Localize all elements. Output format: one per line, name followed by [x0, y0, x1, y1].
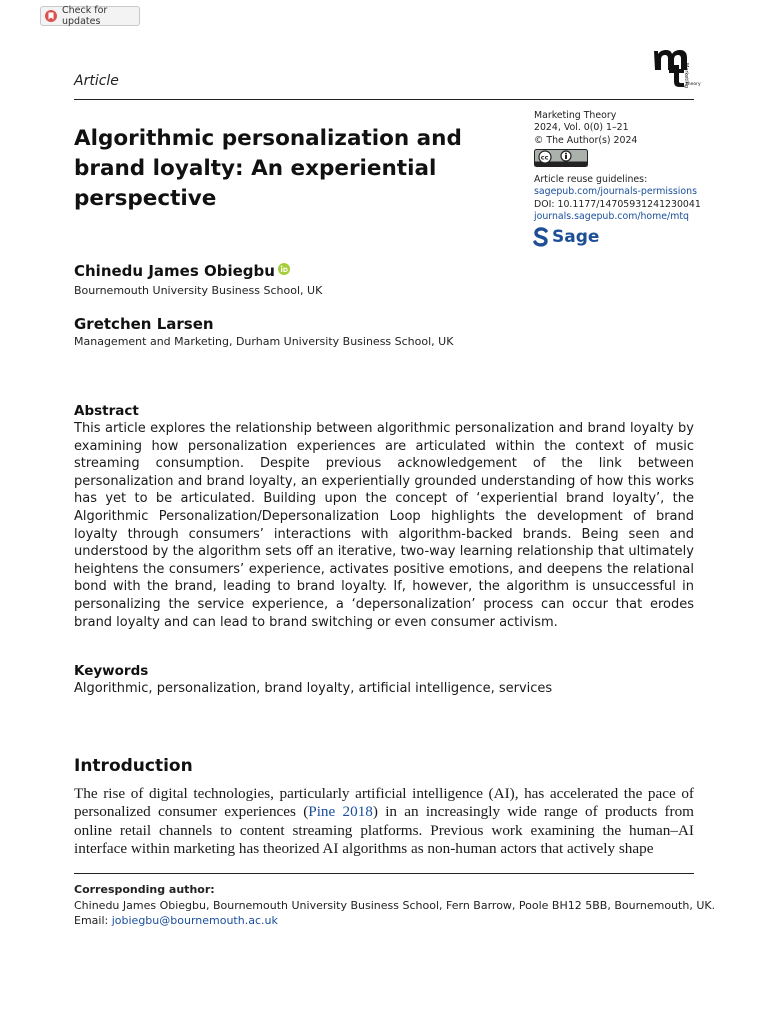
intro-text-before: The rise of digital technologies, particularly artificial intelligence (AI), has accelerated the pace of personalized consumer experiences (: [74, 785, 694, 821]
svg-text:cc: cc: [540, 153, 549, 162]
introduction-text: [74, 785, 694, 858]
orcid-icon[interactable]: [278, 263, 290, 275]
cc-by-icon: [534, 149, 588, 167]
article-type-label: Article: [74, 73, 119, 89]
article-title: Algorithmic personalization and brand loyalty: An experiential perspective: [74, 126, 462, 211]
author-name-2: Gretchen Larsen: [74, 315, 214, 333]
introduction-heading: Introduction: [74, 756, 193, 776]
publication-meta: [534, 110, 734, 247]
author-name-1: [74, 262, 290, 280]
keywords-heading: Keywords: [74, 663, 149, 679]
sage-wordmark: Sage: [552, 227, 600, 248]
abstract-heading: Abstract: [74, 403, 139, 419]
check-updates-icon: [45, 10, 57, 22]
svg-text:Marketing: Marketing: [683, 63, 689, 88]
svg-text:theory: theory: [686, 82, 701, 87]
check-for-updates-label: Check for updates: [62, 5, 108, 27]
email-label: Email:: [74, 914, 109, 927]
corresponding-author-address: Chinedu James Obiegbu, Bournemouth University Business School, Fern Barrow, Poole BH12 5BB, Bournemouth, UK.: [74, 899, 716, 912]
intro-text-after: ) in an increasingly wide range of products from online retail channels to content streaming platforms. Previous work examining the human–AI interface within marketing has theorized AI algorithms as non-human actors that actively shape: [74, 803, 694, 857]
author-name-text: Chinedu James Obiegbu: [74, 262, 275, 280]
corresponding-author-label: [74, 883, 215, 896]
author-affiliation-1: Bournemouth University Business School, UK: [74, 284, 323, 297]
abstract-text: This article explores the relationship between algorithmic personalization and brand loyalty by examining how personalization experiences are articulated within the context of music streaming consumption. Despite previous acknowledgement of the link between personalization and brand loyalty, an experientially grounded understanding of how this works has yet to be articulated. Building upon the concept of ‘experiential brand loyalty’, the Algorithmic Personalization/Depersonalization Loop highlights the development of brand loyalty through consumers’ interactions with algorithm-backed brands. Being seen and understood by the algorithm sets off an iterative, two-way learning relationship that ultimately heightens the consumers’ experience, activates positive emotions, and deepens the relational bond with the brand, leading to brand loyalty. If, however, the algorithm is unsuccessful in personalizing the service experience, a ‘depersonalization’ process can occur that erodes brand loyalty and can lead to brand switching or even consumer activism.: [74, 421, 694, 630]
copyright-notice: © The Author(s) 2024: [534, 134, 638, 146]
reuse-guidelines-label: Article reuse guidelines:: [534, 174, 648, 186]
corresponding-author-heading: Corresponding author:: [74, 883, 215, 896]
check-for-updates-button[interactable]: [40, 6, 140, 26]
marketing-theory-logo-icon: [650, 41, 701, 89]
journal-home-link[interactable]: journals.sagepub.com/home/mtq: [534, 211, 689, 223]
corresponding-author-email-row: [74, 914, 278, 927]
email-link[interactable]: jobiegbu@bournemouth.ac.uk: [111, 914, 278, 927]
header-divider: [74, 99, 694, 100]
citation-link[interactable]: Pine 2018: [308, 803, 373, 821]
doi-text: DOI: 10.1177/14705931241230041: [534, 198, 701, 210]
journal-name: Marketing Theory: [534, 110, 617, 121]
volume-info: 2024, Vol. 0(0) 1–21: [534, 122, 629, 134]
footnote-divider: [74, 873, 694, 874]
sage-logo: [534, 227, 734, 247]
permissions-link[interactable]: sagepub.com/journals-permissions: [534, 186, 697, 198]
author-affiliation-2: Management and Marketing, Durham University Business School, UK: [74, 335, 454, 348]
sage-s-icon: [534, 227, 548, 247]
keywords-text: Algorithmic, personalization, brand loyalty, artificial intelligence, services: [74, 681, 553, 696]
